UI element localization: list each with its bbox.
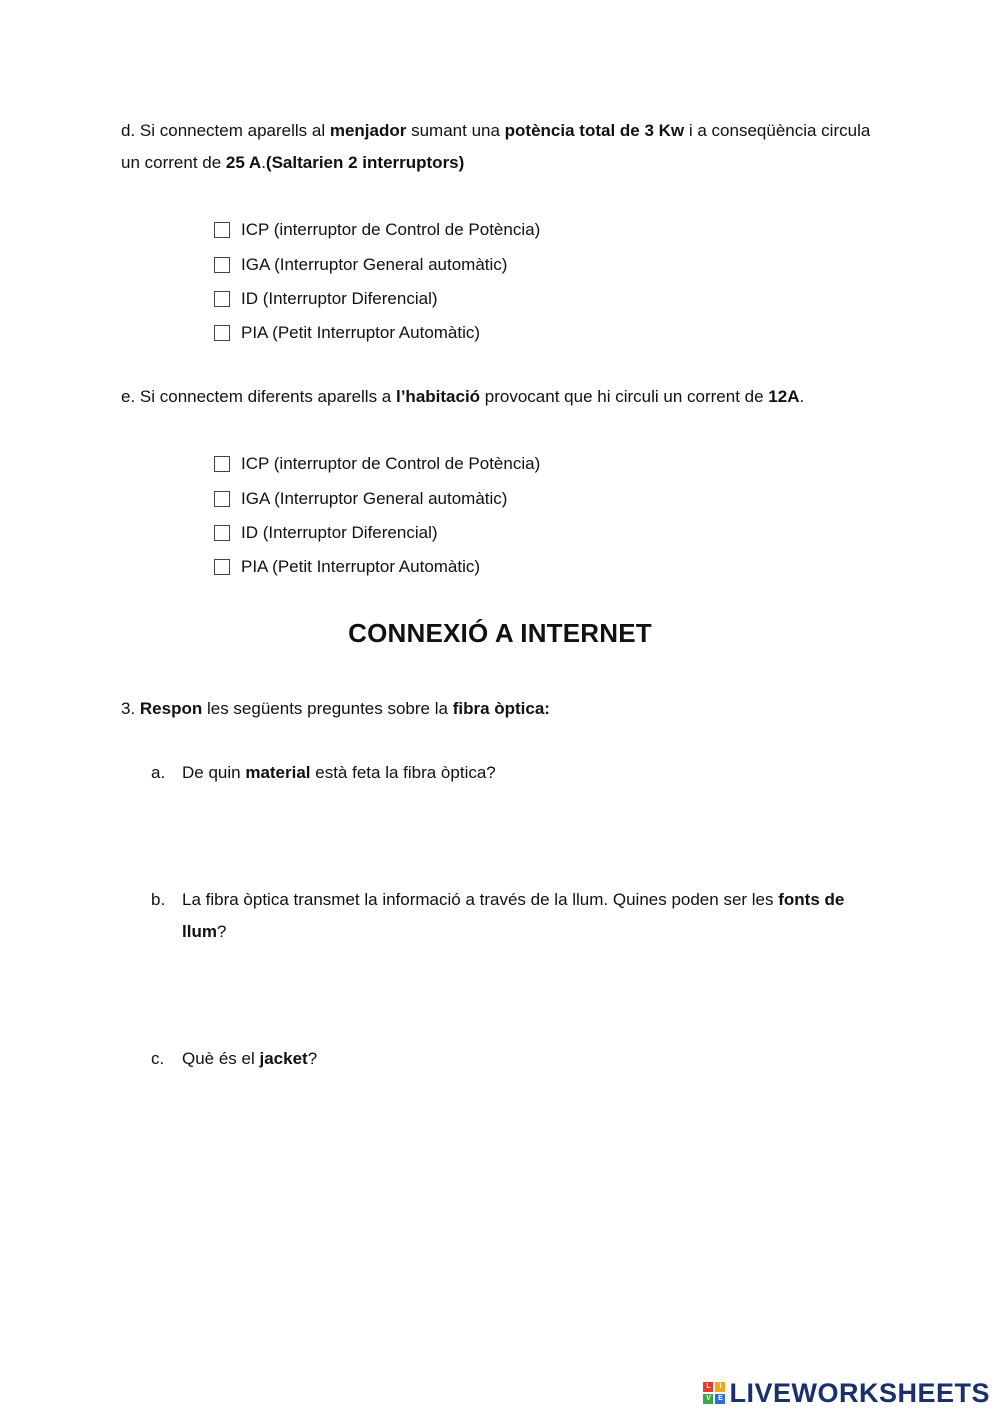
checkbox[interactable]	[214, 491, 230, 507]
option-d-pia[interactable]: PIA (Petit Interruptor Automàtic)	[214, 321, 480, 345]
question-d: d. Si connectem aparells al menjador sumant una potència total de 3 Kw i a conseqüència circula un corrent de 25 A.(Saltarien 2 interruptors)	[121, 121, 871, 172]
liveworksheets-logo-icon: L I V E	[703, 1382, 725, 1404]
item-b-text: La fibra òptica transmet la informació a través de la llum. Quines poden ser les fonts de llum?	[182, 890, 845, 941]
checkbox[interactable]	[214, 257, 230, 273]
question-e: e. Si connectem diferents aparells a l’habitació provocant que hi circuli un corrent de 12A.	[121, 387, 805, 406]
section-title: CONNEXIÓ A INTERNET	[348, 618, 652, 648]
item-b-letter: b.	[151, 890, 166, 909]
option-e-iga[interactable]: IGA (Interruptor General automàtic)	[214, 487, 507, 511]
option-d-iga[interactable]: IGA (Interruptor General automàtic)	[214, 253, 507, 277]
checkbox[interactable]	[214, 222, 230, 238]
item-a-letter: a.	[151, 763, 166, 782]
question-3: 3. Respon les següents preguntes sobre la fibra òptica:	[121, 699, 550, 718]
option-d-icp[interactable]: ICP (interruptor de Control de Potència)	[214, 218, 540, 242]
checkbox[interactable]	[214, 291, 230, 307]
item-a-text: De quin material està feta la fibra òptica?	[182, 763, 496, 782]
checkbox[interactable]	[214, 559, 230, 575]
item-c-letter: c.	[151, 1049, 165, 1068]
option-e-pia[interactable]: PIA (Petit Interruptor Automàtic)	[214, 555, 480, 579]
option-e-icp[interactable]: ICP (interruptor de Control de Potència)	[214, 452, 540, 476]
liveworksheets-logo	[703, 1376, 990, 1410]
checkbox[interactable]	[214, 456, 230, 472]
logo-text: LIVEWORKSHEETS	[729, 1377, 990, 1408]
option-d-id[interactable]: ID (Interruptor Diferencial)	[214, 287, 438, 311]
checkbox[interactable]	[214, 525, 230, 541]
item-c-text: Què és el jacket?	[182, 1049, 318, 1068]
option-e-id[interactable]: ID (Interruptor Diferencial)	[214, 521, 438, 545]
checkbox[interactable]	[214, 325, 230, 341]
